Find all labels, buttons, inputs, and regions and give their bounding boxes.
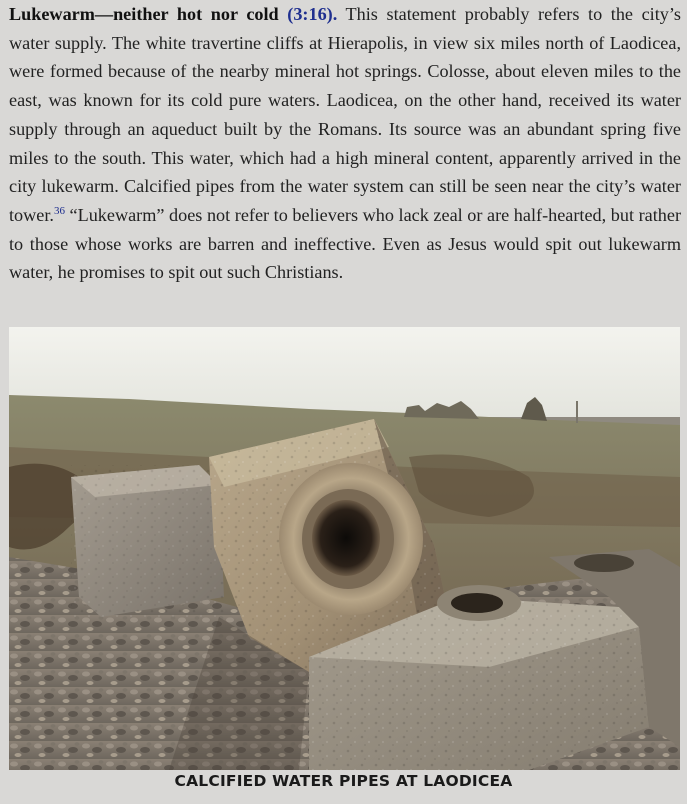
figure-caption: CALCIFIED WATER PIPES AT LAODICEA [174,772,513,790]
scripture-ref-open: ( [287,4,294,24]
scripture-reference-link[interactable]: 3:16 [293,4,327,24]
passage-body-part-1: This statement probably refers to the city’s water supply. The white travertine cliffs at Hierapolis, in view six miles north of Laodicea, were formed because of the nearby mineral hot springs. Colosse, about eleven miles to the east, was known for its cold pure waters. Laodicea, on the other hand, received its water supply through an aqueduct built by the Romans. Its source was an abundant spring five miles to the south. This water, which had a high mineral content, apparently arrived in the city lukewarm. Calcified pipes from the water system can still be seen near the city’s water tower. [9,4,681,225]
passage-text [9,0,681,287]
photo-calcified-pipes [9,327,680,770]
footnote-marker[interactable]: 36 [53,204,65,217]
passage-body-part-2: “Lukewarm” does not refer to believers who lack zeal or are half-hearted, but rather to those whose works are barren and ineffective. Even as Jesus would spit out lukewarm water, he promises to spit out such Christians. [9,204,681,283]
entry-heading: Lukewarm—neither hot nor cold [9,4,279,24]
scripture-ref-close: ). [326,4,338,24]
